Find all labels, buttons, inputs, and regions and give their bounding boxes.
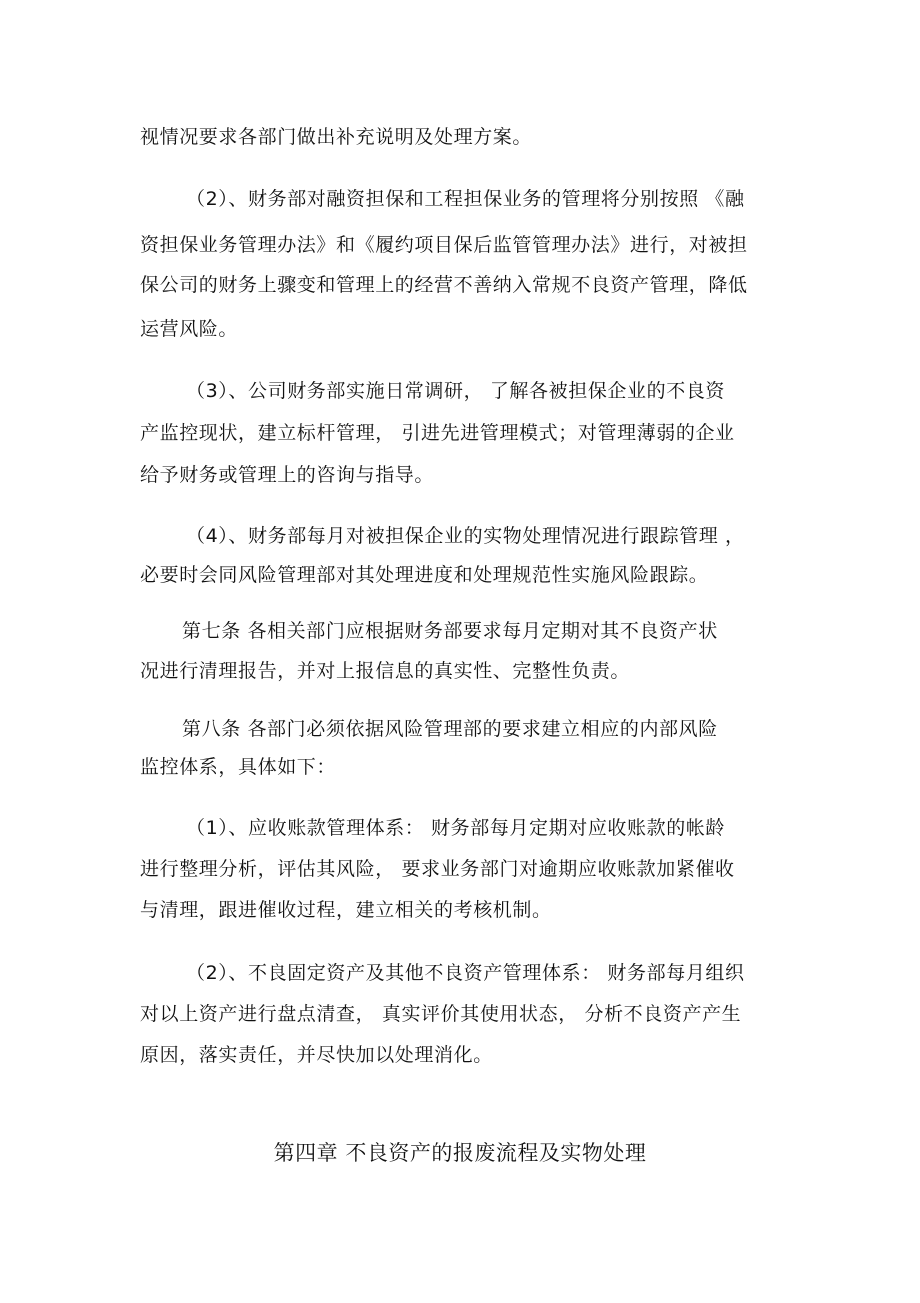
paragraph-line: 保公司的财务上骤变和管理上的经营不善纳入常规不良资产管理，降低: [140, 274, 748, 296]
chapter-heading: 第四章 不良资产的报废流程及实物处理: [273, 1141, 647, 1165]
paragraph-line: 运营风险。: [140, 318, 239, 340]
paragraph-line: （4）、财务部每月对被担保企业的实物处理情况进行跟踪管理 ，: [186, 525, 745, 547]
paragraph-line: 产监控现状，建立标杆管理， 引进先进管理模式；对管理薄弱的企业: [140, 422, 735, 444]
paragraph-line: 给予财务或管理上的咨询与指导。: [140, 464, 435, 486]
paragraph-line: 第八条 各部门必须依据风险管理部的要求建立相应的内部风险: [182, 718, 718, 740]
paragraph-line: （3）、公司财务部实施日常调研， 了解各被担保企业的不良资: [186, 380, 726, 402]
paragraph-line: 况进行清理报告，并对上报信息的真实性、完整性负责。: [140, 660, 631, 682]
paragraph-line: 必要时会同风险管理部对其处理进度和处理规范性实施风险跟踪。: [140, 564, 709, 586]
paragraph-line: 进行整理分析，评估其风险， 要求业务部门对逾期应收账款加紧催收: [140, 858, 735, 880]
paragraph-line: 对以上资产进行盘点清查， 真实评价其使用状态， 分析不良资产产生: [140, 1003, 742, 1025]
paragraph-line: （2）、不良固定资产及其他不良资产管理体系： 财务部每月组织: [186, 962, 745, 984]
paragraph-line: （1）、应收账款管理体系： 财务部每月定期对应收账款的帐龄: [186, 817, 726, 839]
paragraph-line: 监控体系，具体如下：: [140, 756, 337, 778]
paragraph-line: 原因，落实责任，并尽快加以处理消化。: [140, 1044, 493, 1066]
paragraph-line: 第七条 各相关部门应根据财务部要求每月定期对其不良资产状: [182, 620, 718, 642]
paragraph-line: 视情况要求各部门做出补充说明及处理方案。: [140, 126, 533, 148]
paragraph-line: 资担保业务管理办法》和《履约项目保后监管管理办法》进行，对被担: [140, 234, 748, 256]
paragraph-line: 与清理，跟进催收过程，建立相关的考核机制。: [140, 899, 552, 921]
paragraph-line: （2）、财务部对融资担保和工程担保业务的管理将分别按照 《融: [186, 188, 745, 210]
